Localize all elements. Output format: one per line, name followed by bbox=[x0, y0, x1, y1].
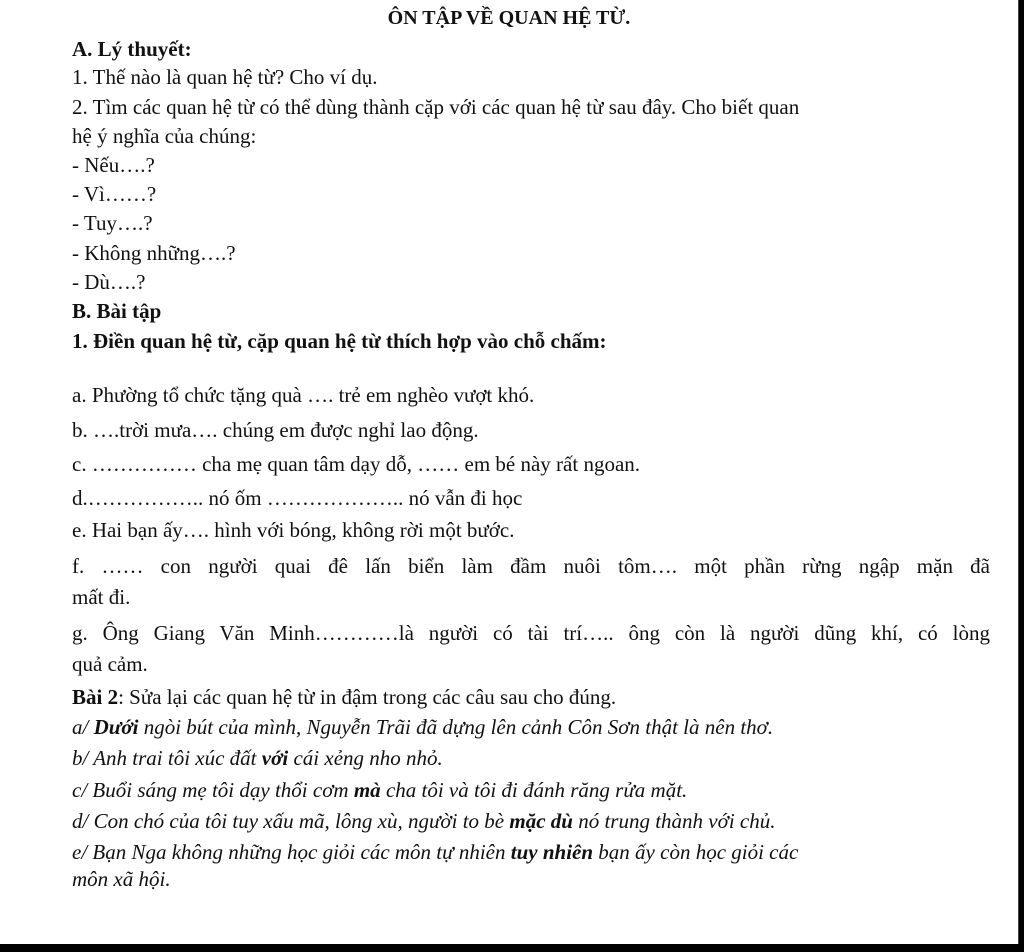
list-item: - Vì……? bbox=[72, 182, 157, 206]
exercise-1-item-c: c. …………… cha mẹ quan tâm dạy dỗ, …… em bé này rất ngoan. bbox=[72, 452, 641, 476]
question-2-line-1: 2. Tìm các quan hệ từ có thể dùng thành cặp với các quan hệ từ sau đây. Cho biết quan bbox=[72, 95, 800, 119]
text-run: cái xẻng nho nhỏ. bbox=[288, 746, 443, 770]
bold-word: mặc dù bbox=[509, 809, 573, 833]
question-2-line-2: hệ ý nghĩa của chúng: bbox=[72, 124, 257, 148]
exercise-1-item-g-line-1: g. Ông Giang Văn Minh…………là người có tài trí….. ông còn là người dũng khí, có lòng bbox=[72, 621, 990, 645]
exercise-2-item-d bbox=[72, 808, 775, 835]
text-run: a/ bbox=[72, 715, 94, 739]
question-1: 1. Thế nào là quan hệ từ? Cho ví dụ. bbox=[72, 65, 378, 89]
document-title: ÔN TẬP VỀ QUAN HỆ TỪ. bbox=[387, 7, 631, 29]
bold-word: Dưới bbox=[93, 715, 139, 739]
text-run: ngòi bút của mình, Nguyễn Trãi đã dựng lên cảnh Côn Sơn thật là nên thơ. bbox=[138, 715, 774, 739]
list-item: - Dù….? bbox=[72, 270, 146, 294]
text-run: cha tôi và tôi đi đánh răng rửa mặt. bbox=[380, 778, 688, 802]
exercise-1-item-f-line-1: f. …… con người quai đê lấn biển làm đầm nuôi tôm…. một phần rừng ngập mặn đã bbox=[72, 554, 990, 578]
section-b-heading: B. Bài tập bbox=[72, 299, 162, 323]
text-run: d/ Con chó của tôi tuy xấu mã, lông xù, người to bè bbox=[72, 809, 510, 833]
exercise-2-item-b bbox=[72, 745, 443, 772]
text-run: b/ Anh trai tôi xúc đất bbox=[72, 746, 262, 770]
exercise-2-item-c bbox=[72, 777, 687, 804]
exercise-1-item-f-line-2: mất đi. bbox=[72, 585, 131, 609]
exercise-1-item-e: e. Hai bạn ấy…. hình với bóng, không rời một bước. bbox=[72, 518, 515, 542]
exercise-2-instruction: : Sửa lại các quan hệ từ in đậm trong các câu sau cho đúng. bbox=[118, 685, 617, 709]
exercise-2-label: Bài 2 bbox=[72, 685, 119, 709]
exercise-1-heading: 1. Điền quan hệ từ, cặp quan hệ từ thích hợp vào chỗ chấm: bbox=[72, 329, 607, 353]
exercise-2-item-a bbox=[72, 714, 773, 741]
list-item: - Tuy….? bbox=[72, 211, 153, 235]
list-item: - Không những….? bbox=[72, 241, 236, 265]
exercise-1-item-d: d.…………….. nó ốm ……………….. nó vẫn đi học bbox=[72, 486, 523, 510]
bold-word: tuy nhiên bbox=[510, 840, 594, 864]
exercise-2-item-e-line-1 bbox=[72, 839, 798, 866]
exercise-1-item-a: a. Phường tổ chức tặng quà …. trẻ em nghèo vượt khó. bbox=[72, 383, 535, 407]
exercise-2-item-e-line-2: môn xã hội. bbox=[72, 867, 171, 891]
list-item: - Nếu….? bbox=[72, 153, 155, 177]
section-a-heading: A. Lý thuyết: bbox=[72, 37, 192, 61]
text-run: e/ Bạn Nga không những học giỏi các môn tự nhiên bbox=[72, 840, 511, 864]
text-run: c/ Buổi sáng mẹ tôi dạy thổi cơm bbox=[72, 778, 354, 802]
exercise-1-item-g-line-2: quả cảm. bbox=[72, 652, 148, 676]
text-run: bạn ấy còn học giỏi các bbox=[593, 840, 799, 864]
exercise-1-item-b: b. ….trời mưa…. chúng em được nghỉ lao động. bbox=[72, 418, 479, 442]
text-run: nó trung thành với chủ. bbox=[572, 809, 776, 833]
exercise-2-heading bbox=[72, 684, 616, 711]
bold-word: với bbox=[261, 746, 289, 770]
bold-word: mà bbox=[353, 778, 381, 802]
